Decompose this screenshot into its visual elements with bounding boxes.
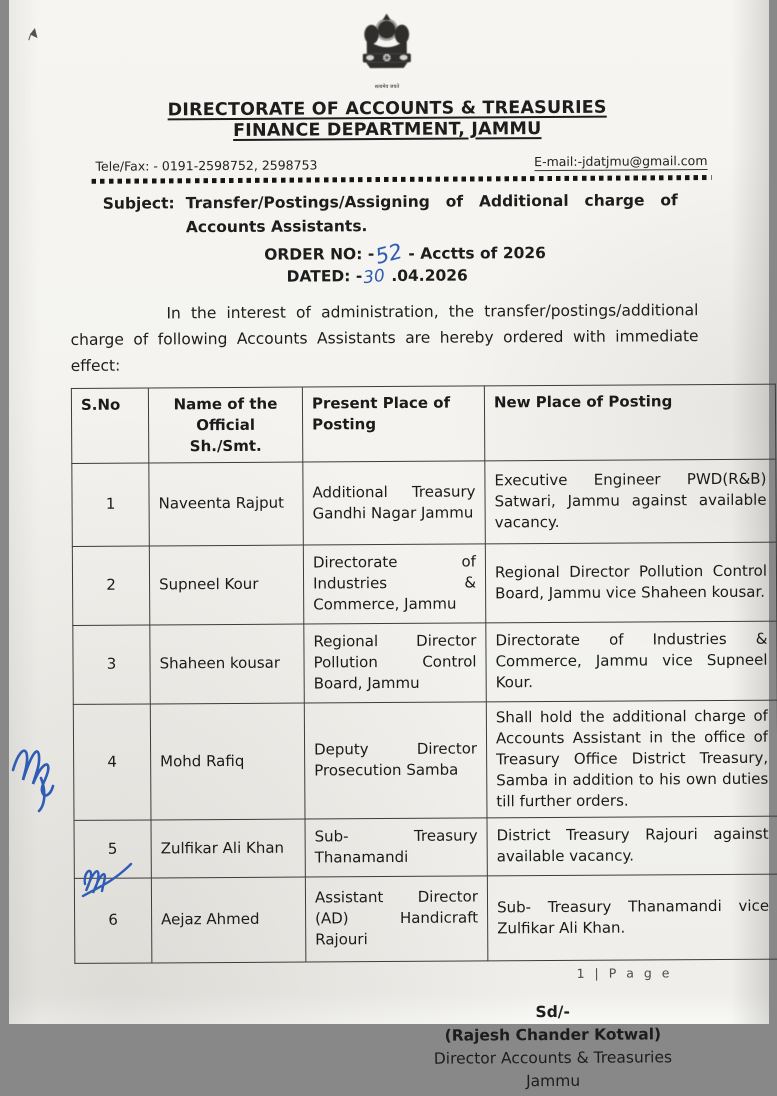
present-posting-cell: Additional Treasury Gandhi Nagar Jammu bbox=[302, 460, 485, 544]
signatory-title: Director Accounts & Treasuries bbox=[402, 1046, 702, 1071]
dated-line bbox=[0, 262, 768, 289]
sno-cell: 5 bbox=[74, 819, 151, 877]
table-row bbox=[74, 874, 777, 963]
new-posting-cell: Sub- Treasury Thanamandi vice Zulfikar Ali Khan. bbox=[487, 874, 777, 961]
order-no-prefix: ORDER NO: - bbox=[264, 245, 374, 264]
sno-cell: 1 bbox=[71, 462, 149, 545]
sno-cell: 2 bbox=[72, 545, 149, 624]
transfer-table bbox=[70, 383, 777, 963]
subject-block bbox=[7, 179, 767, 240]
org-title bbox=[7, 97, 767, 144]
name-cell: Mohd Rafiq bbox=[150, 703, 305, 820]
table-row bbox=[74, 816, 777, 878]
col-sno-header: S.No bbox=[71, 387, 148, 462]
present-posting-cell: Sub- Treasury Thanamandi bbox=[304, 817, 486, 876]
col-new-header: New Place of Posting bbox=[484, 384, 775, 461]
new-posting-cell: Directorate of Industries & Commerce, Jammu vice Supneel Kour. bbox=[485, 621, 776, 702]
table-row bbox=[72, 542, 776, 625]
email-text: E-mail:-jdatjmu@gmail.com bbox=[534, 153, 707, 171]
stray-ink-mark-icon bbox=[26, 28, 40, 44]
name-cell: Naveenta Rajput bbox=[148, 462, 303, 546]
page-number: 1 | P a g e bbox=[576, 965, 672, 981]
name-cell: Supneel Kour bbox=[149, 545, 303, 625]
subject-text bbox=[185, 188, 677, 239]
sno-cell: 4 bbox=[73, 703, 151, 819]
telefax-text: Tele/Fax: - 0191-2598752, 2598753 bbox=[95, 157, 317, 173]
contact-row bbox=[7, 153, 767, 177]
subject-text-line1: Transfer/Postings/Assigning of Additional charge of bbox=[185, 188, 677, 215]
name-cell: Shaheen kousar bbox=[149, 624, 303, 704]
signature-block bbox=[402, 1000, 703, 1094]
org-title-line2: FINANCE DEPARTMENT, JAMMU bbox=[7, 118, 767, 144]
new-posting-cell: District Treasury Rajouri against available vacancy. bbox=[486, 816, 777, 876]
dated-prefix: DATED: - bbox=[286, 267, 362, 285]
present-posting-cell: Regional Director Pollution Control Board, Jammu bbox=[303, 622, 485, 702]
sno-cell: 3 bbox=[72, 624, 149, 703]
table-header-row bbox=[71, 384, 775, 463]
signatory-place: Jammu bbox=[403, 1069, 703, 1094]
dated-suffix: .04.2026 bbox=[385, 266, 467, 284]
scanned-document-page bbox=[9, 0, 769, 1024]
sd-label: Sd/- bbox=[402, 1000, 702, 1025]
table-row bbox=[71, 459, 775, 546]
new-posting-cell: Executive Engineer PWD(R&B) Satwari, Jammu against available vacancy. bbox=[484, 459, 776, 544]
org-title-line1: DIRECTORATE OF ACCOUNTS & TREASURIES bbox=[7, 97, 767, 123]
signatory-name: (Rajesh Chander Kotwal) bbox=[402, 1023, 702, 1048]
national-emblem-icon bbox=[346, 12, 426, 84]
new-posting-cell: Shall hold the additional charge of Accounts Assistant in the office of Treasury Office District Treasury, Samba in addition to his own duties till further orders. bbox=[486, 700, 777, 818]
col-name-header: Name of the Official Sh./Smt. bbox=[148, 387, 302, 463]
new-posting-cell: Regional Director Pollution Control Board, Jammu vice Shaheen kousar. bbox=[485, 542, 776, 623]
name-cell: Aejaz Ahmed bbox=[151, 877, 306, 963]
emblem-motto: सत्यमेव जयते bbox=[374, 85, 399, 90]
subject-label: Subject: bbox=[102, 191, 185, 240]
dated-day-handwritten: 30 bbox=[362, 264, 386, 288]
col-present-header: Present Place of Posting bbox=[302, 385, 484, 461]
margin-initials-icon bbox=[81, 856, 133, 900]
sno-cell: 6 bbox=[74, 877, 152, 962]
subject-text-line2: Accounts Assistants. bbox=[185, 212, 677, 239]
name-cell: Zulfikar Ali Khan bbox=[150, 819, 304, 878]
margin-signature-icon bbox=[11, 736, 69, 814]
emblem-block bbox=[6, 0, 767, 92]
present-posting-cell: Deputy Director Prosecution Samba bbox=[304, 701, 487, 818]
intro-paragraph: In the interest of administration, the transfer/postings/additional charge of following Accounts Assistants are hereby ordered with immediate effect: bbox=[70, 297, 698, 379]
present-posting-cell: Directorate of Industries & Commerce, Jammu bbox=[303, 543, 485, 623]
order-no-suffix: - Acctts of 2026 bbox=[402, 244, 545, 263]
table-row bbox=[73, 700, 777, 820]
order-no-handwritten: 52 bbox=[373, 239, 404, 267]
present-posting-cell: Assistant Director (AD) Handicraft Rajouri bbox=[305, 875, 488, 961]
table-row bbox=[72, 621, 776, 704]
